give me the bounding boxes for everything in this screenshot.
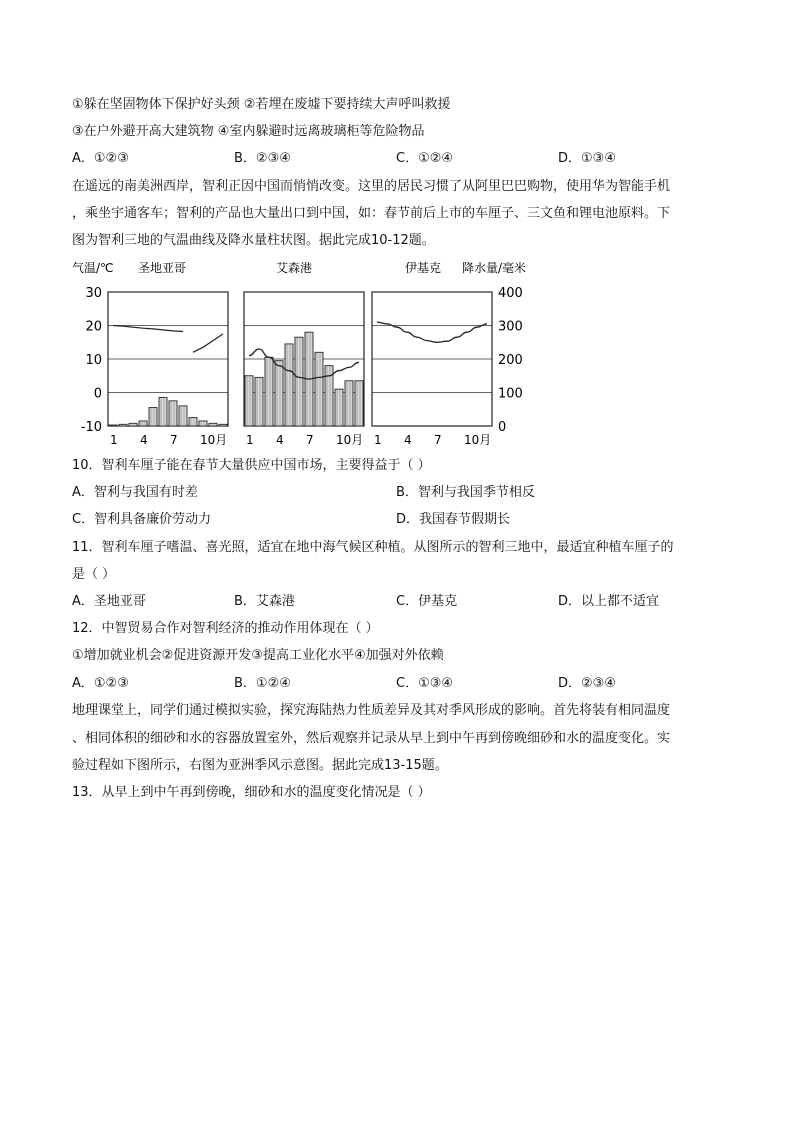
month-tick-label: 1 xyxy=(246,433,254,447)
q12-items: ①增加就业机会②促进资源开发③提高工业化水平④加强对外依赖 xyxy=(72,648,444,663)
precipitation-bar xyxy=(149,408,157,426)
passage2-line3: 验过程如下图所示，右图为亚洲季风示意图。据此完成13-15题。 xyxy=(72,758,448,773)
precipitation-bar xyxy=(345,381,353,426)
precipitation-bar xyxy=(159,398,167,426)
precipitation-tick-label: 0 xyxy=(498,420,507,435)
month-tick-label: 10月 xyxy=(336,433,364,447)
month-tick-label: 10月 xyxy=(464,433,492,447)
month-tick-label: 10月 xyxy=(200,433,228,447)
precipitation-bar xyxy=(139,421,147,426)
month-tick-label: 4 xyxy=(140,433,148,447)
precipitation-bar xyxy=(245,376,253,426)
precipitation-bar xyxy=(285,344,293,426)
q11-option-d: D．以上都不适宜 xyxy=(558,594,660,609)
q9-items-line1: ①躲在坚固物体下保护好头颈 ②若埋在废墟下要持续大声呼叫救援 xyxy=(72,97,451,112)
precipitation-bar xyxy=(179,406,187,426)
q13-stem: 13．从早上到中午再到傍晚，细砂和水的温度变化情况是（ ） xyxy=(72,785,431,800)
precipitation-axis-label: 降水量/毫米 xyxy=(462,261,527,275)
month-tick-label: 4 xyxy=(276,433,284,447)
precipitation-bar xyxy=(295,337,303,426)
temperature-tick-label: 30 xyxy=(85,286,102,301)
q9-option-d: D．①③④ xyxy=(558,151,616,166)
q12-stem: 12．中智贸易合作对智利经济的推动作用体现在（ ） xyxy=(72,621,379,636)
precipitation-bar xyxy=(275,361,283,426)
precipitation-bar xyxy=(355,381,363,426)
passage1-line3: 图为智利三地的气温曲线及降水量柱状图。据此完成10-12题。 xyxy=(72,233,435,248)
precipitation-bar xyxy=(265,357,273,426)
q9-option-a: A．①②③ xyxy=(72,151,129,166)
precipitation-tick-label: 100 xyxy=(498,386,523,402)
climate-panel-2 xyxy=(244,292,364,447)
climate-panel-1 xyxy=(108,292,228,447)
q10-stem: 10．智利车厘子能在春节大量供应中国市场，主要得益于（ ） xyxy=(72,458,431,473)
precipitation-bar xyxy=(189,418,197,426)
q10-option-a: A．智利与我国有时差 xyxy=(72,485,198,500)
q11-option-a: A．圣地亚哥 xyxy=(72,594,146,609)
climate-panel-3 xyxy=(372,292,492,447)
temperature-tick-label: 20 xyxy=(85,319,102,335)
passage1-line1: 在遥远的南美洲西岸，智利正因中国而悄悄改变。这里的居民习惯了从阿里巴巴购物，使用华为智能手机 xyxy=(72,179,671,194)
month-tick-label: 7 xyxy=(434,433,442,447)
precipitation-bar xyxy=(119,424,127,426)
precipitation-bar xyxy=(335,389,343,426)
q10-option-b: B．智利与我国季节相反 xyxy=(396,485,535,500)
passage2-line2: 、相同体积的细砂和水的容器放置室外，然后观察并记录从早上到中午再到傍晚细砂和水的温度变化。实 xyxy=(72,731,671,746)
passage1-line2: ，乘坐宇通客车；智利的产品也大量出口到中国，如：春节前后上市的车厘子、三文鱼和锂电池原料。下 xyxy=(72,206,671,221)
climate-chart-svg xyxy=(72,258,542,448)
q12-option-c: C．①③④ xyxy=(396,676,454,691)
q9-items-line2: ③在户外避开高大建筑物 ④室内躲避时远离玻璃柜等危险物品 xyxy=(72,124,425,139)
temperature-axis-label: 气温/℃ xyxy=(72,261,114,275)
panel-title-santiago: 圣地亚哥 xyxy=(138,261,187,275)
precipitation-tick-label: 400 xyxy=(498,286,523,301)
q10-option-c: C．智利具备廉价劳动力 xyxy=(72,512,212,527)
precipitation-bar xyxy=(219,424,227,426)
month-tick-label: 7 xyxy=(306,433,314,447)
q11-stem-line1: 11．智利车厘子嗜温、喜光照，适宜在地中海气候区种植。从图所示的智利三地中，最适宜种植车厘子的 xyxy=(72,540,674,555)
precipitation-bar xyxy=(255,377,263,426)
q11-option-b: B．艾森港 xyxy=(234,594,295,609)
panel-title-aysen: 艾森港 xyxy=(276,261,313,275)
q10-option-d: D．我国春节假期长 xyxy=(396,512,511,527)
panel-title-iquique: 伊基克 xyxy=(405,261,442,275)
q12-option-d: D．②③④ xyxy=(558,676,616,691)
temperature-tick-label: 0 xyxy=(93,386,102,402)
q9-option-c: C．①②④ xyxy=(396,151,454,166)
precipitation-bar xyxy=(199,421,207,426)
month-tick-label: 4 xyxy=(404,433,412,447)
precipitation-bar xyxy=(315,352,323,426)
temperature-tick-label: 10 xyxy=(85,353,102,368)
month-tick-label: 1 xyxy=(374,433,382,447)
q9-option-b: B．②③④ xyxy=(234,151,291,166)
q12-option-b: B．①②④ xyxy=(234,676,291,691)
precipitation-bar xyxy=(169,401,177,426)
precipitation-bar xyxy=(209,423,217,426)
precipitation-tick-label: 200 xyxy=(498,353,523,368)
temperature-tick-label: -10 xyxy=(80,420,102,435)
climate-chart-figure xyxy=(72,258,542,448)
q11-option-c: C．伊基克 xyxy=(396,594,458,609)
precipitation-tick-label: 300 xyxy=(498,319,523,335)
precipitation-bar xyxy=(109,425,117,426)
q11-stem-line2: 是（ ） xyxy=(72,567,116,582)
passage2-line1: 地理课堂上，同学们通过模拟实验，探究海陆热力性质差异及其对季风形成的影响。首先将装有相同温度 xyxy=(72,703,671,718)
q12-option-a: A．①②③ xyxy=(72,676,129,691)
precipitation-bar xyxy=(129,423,137,426)
month-tick-label: 1 xyxy=(110,433,118,447)
month-tick-label: 7 xyxy=(170,433,178,447)
